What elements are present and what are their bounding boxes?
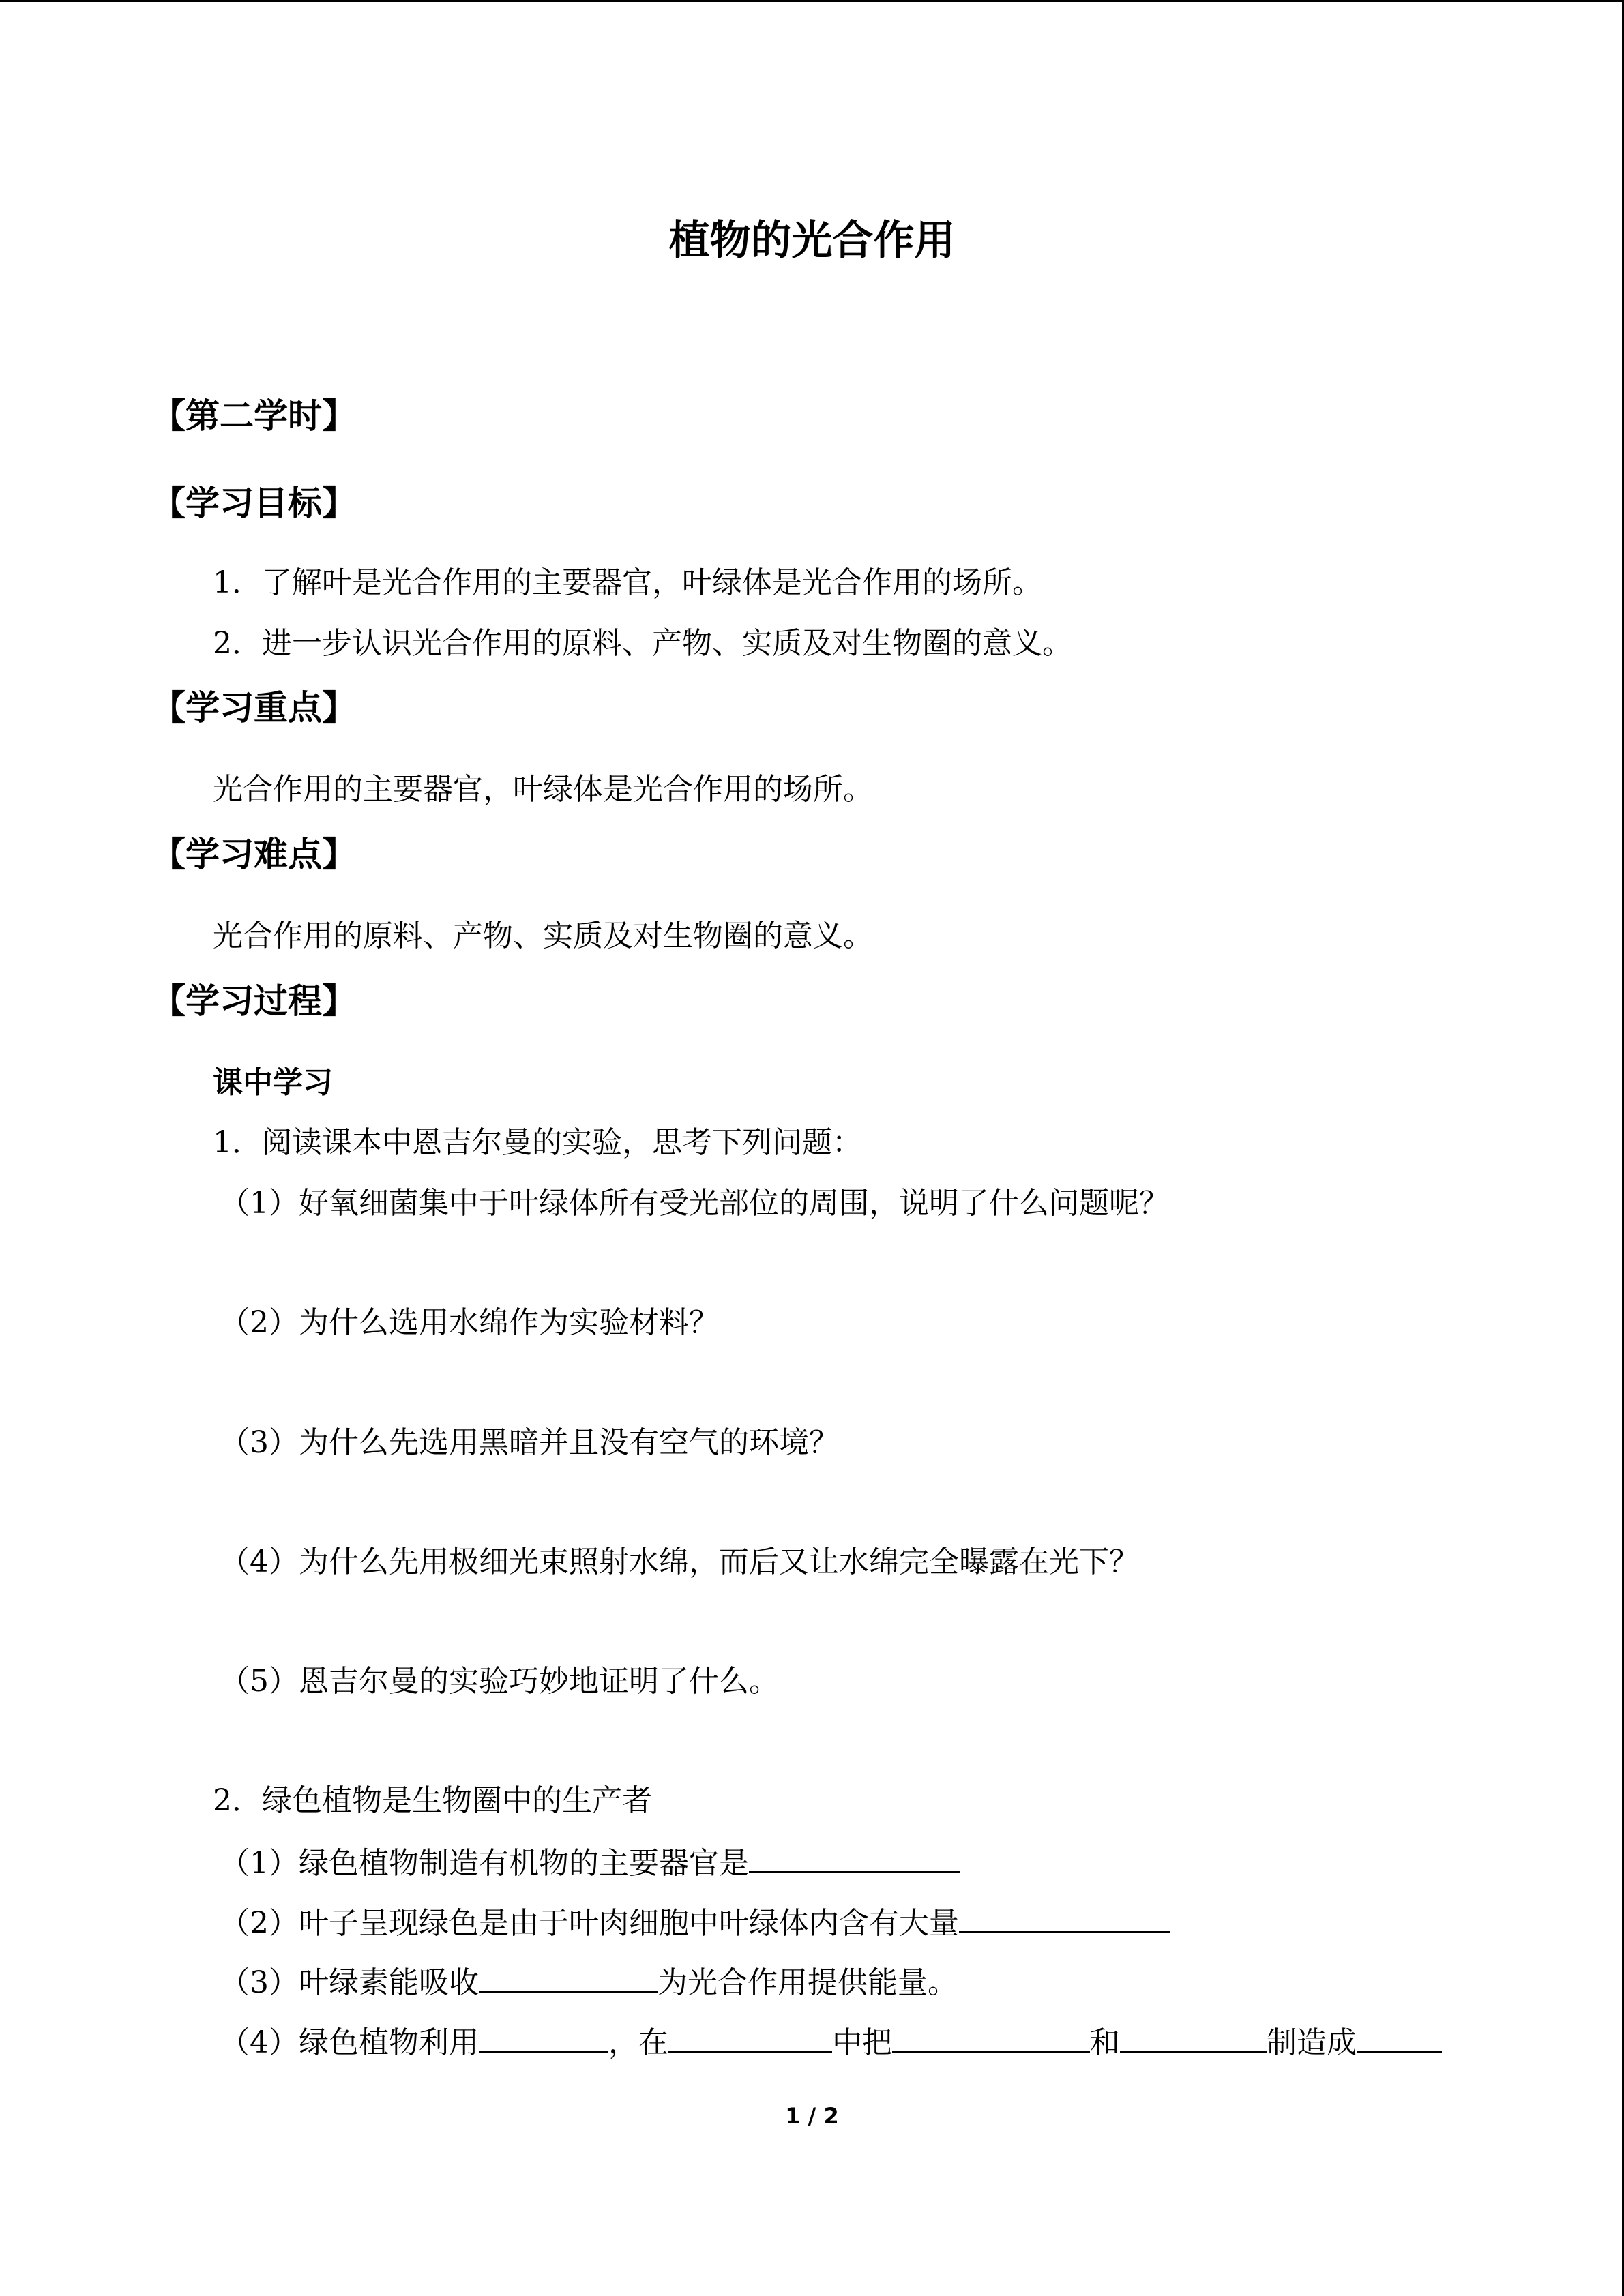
key-points-heading: 【学习重点】 [151,688,356,728]
question-2-item-4-text-c: 中把 [832,2025,892,2060]
goal-item-1: 1．了解叶是光合作用的主要器官，叶绿体是光合作用的场所。 [213,565,1042,600]
question-2-item-2 [220,1901,1170,1944]
question-2-item-4 [220,2021,1442,2063]
document-title: 植物的光合作用 [668,217,956,265]
difficulties-heading: 【学习难点】 [151,835,356,874]
question-1-intro: 1．阅读课本中恩吉尔曼的实验，思考下列问题： [213,1125,862,1160]
question-2-item-3-text-a: （3）叶绿素能吸收 [220,1965,479,2000]
answer-blank[interactable] [668,2021,832,2053]
answer-blank[interactable] [1120,2021,1267,2053]
answer-blank[interactable] [892,2021,1090,2053]
difficulties-text: 光合作用的原料、产物、实质及对生物圈的意义。 [213,919,873,953]
question-2-intro: 2．绿色植物是生物圈中的生产者 [213,1783,652,1818]
answer-blank[interactable] [749,1841,960,1873]
question-1-item-2: （2）为什么选用水绵作为实验材料？ [220,1305,719,1340]
question-2-item-4-text-a: （4）绿色植物利用 [220,2025,479,2060]
process-heading: 【学习过程】 [151,981,356,1021]
question-2-item-4-text-e: 制造成 [1267,2025,1357,2060]
page-number: 1 / 2 [785,2103,839,2129]
question-1-item-5: （5）恩吉尔曼的实验巧妙地证明了什么。 [220,1664,779,1699]
question-2-item-1-text: （1）绿色植物制造有机物的主要器官是 [220,1846,749,1881]
question-2-item-3 [220,1960,958,2003]
answer-blank[interactable] [959,1901,1170,1933]
question-2-item-2-text: （2）叶子呈现绿色是由于叶肉细胞中叶绿体内含有大量 [220,1906,959,1941]
lesson-heading: 【第二学时】 [151,396,356,436]
question-2-item-3-text-b: 为光合作用提供能量。 [658,1965,958,2000]
key-points-text: 光合作用的主要器官，叶绿体是光合作用的场所。 [213,772,873,807]
goals-heading: 【学习目标】 [151,483,356,523]
answer-blank[interactable] [479,1960,658,1993]
answer-blank[interactable] [1357,2021,1442,2053]
question-1-item-4: （4）为什么先用极细光束照射水绵，而后又让水绵完全曝露在光下？ [220,1545,1139,1579]
question-2-item-4-text-b: ，在 [608,2025,668,2060]
process-subheading: 课中学习 [213,1065,333,1100]
question-1-item-1: （1）好氧细菌集中于叶绿体所有受光部位的周围，说明了什么问题呢？ [220,1186,1169,1221]
answer-blank[interactable] [479,2021,608,2053]
goal-item-2: 2．进一步认识光合作用的原料、产物、实质及对生物圈的意义。 [213,626,1072,661]
question-2-item-1 [220,1841,960,1884]
question-2-item-4-text-d: 和 [1090,2025,1120,2060]
question-1-item-3: （3）为什么先选用黑暗并且没有空气的环境？ [220,1425,839,1460]
